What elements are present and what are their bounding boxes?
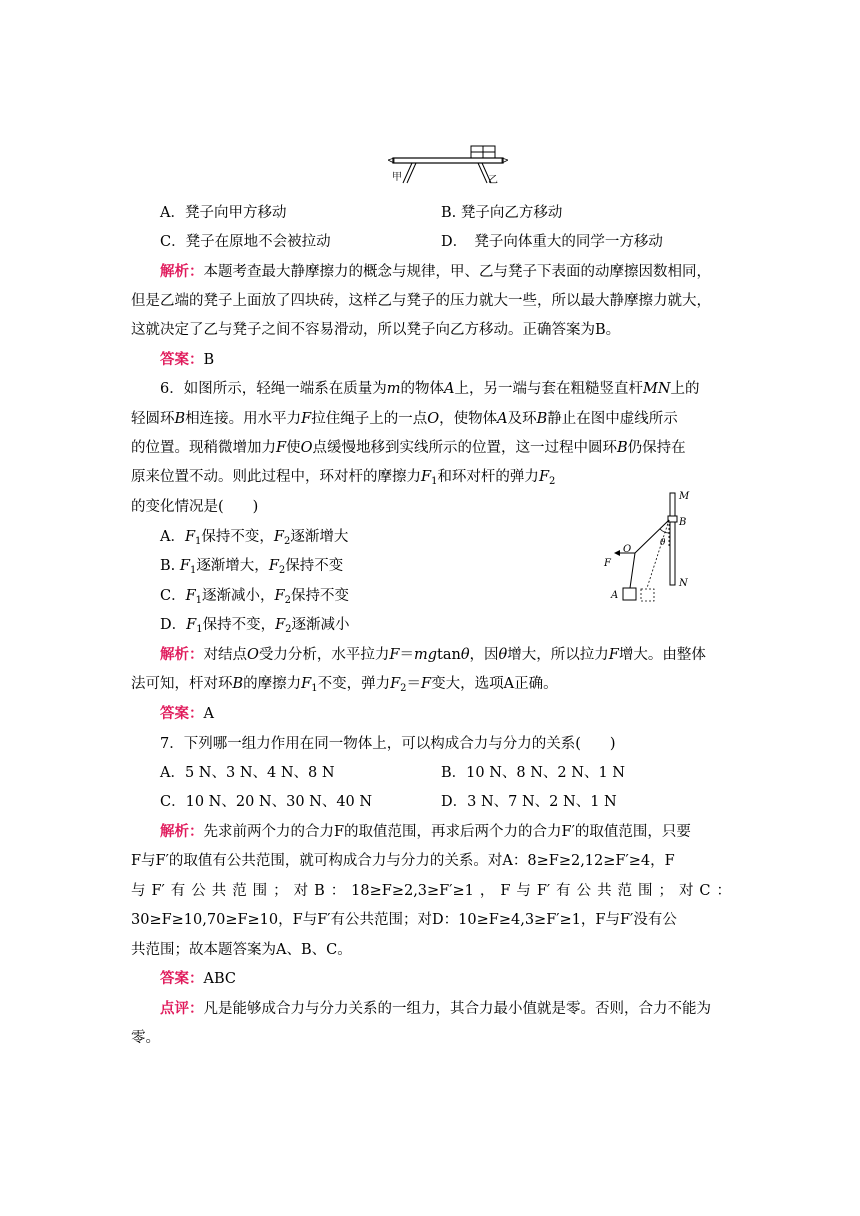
label-m: M: [679, 491, 690, 502]
label-n: N: [679, 578, 688, 589]
q7-option-d: D．3 N、7 N、2 N、1 N: [441, 794, 617, 810]
q6-option-d: D．$F_1$保持不变，$F_2$逐渐减小: [160, 617, 350, 635]
q7-option-b: B．10 N、8 N、2 N、1 N: [441, 765, 625, 781]
label-jia: 甲: [392, 172, 402, 183]
q6-stem-line-1: 6．如图所示，轻绳一端系在质量为m的物体A上，另一端与套在粗糙竖直杆MN上的: [160, 381, 700, 397]
q7-option-c: C．10 N、20 N、30 N、40 N: [160, 794, 373, 810]
q6-option-a: A．$F_1$保持不变，$F_2$逐渐增大: [160, 529, 349, 547]
bench-diagram: [388, 143, 508, 189]
q6-option-b: B. $F_1$逐渐增大，$F_2$保持不变: [160, 558, 344, 576]
q7-comment-line-2: 零。: [131, 1030, 160, 1046]
q5-answer: 答案：B: [160, 351, 215, 368]
q6-stem-line-2: 轻圆环B相连接。用水平力F拉住绳子上的一点O，使物体A及环B静止在图中虚线所示: [131, 411, 678, 427]
q5-option-c: C．凳子在原地不会被拉动: [160, 234, 331, 250]
q7-analysis-line-3: 与F′有公共范围；对B：18≥F≥2,3≥F′≥1，F与F′有公共范围；对C：: [131, 883, 731, 899]
q7-stem: 7．下列哪一组力作用在同一物体上，可以构成合力与分力的关系( ): [160, 736, 616, 752]
q6-stem-line-5: 的变化情况是( ): [131, 499, 259, 515]
q6-answer: 答案：A: [160, 705, 214, 722]
q6-option-c: C．$F_1$逐渐减小，$F_2$保持不变: [160, 588, 349, 606]
q7-option-a: A．5 N、3 N、4 N、8 N: [160, 765, 335, 781]
analysis-label: 解析：: [160, 263, 204, 280]
q7-analysis-line-2: F与F′的取值有公共范围，就可构成合力与分力的关系。对A：8≥F≥2,12≥F′≥4，F: [131, 853, 675, 869]
rod-ring-diagram: [600, 488, 710, 608]
label-theta: θ: [660, 538, 666, 548]
q6-stem-line-3: 的位置。现稍微增加力F使O点缓慢地移到实线所示的位置，这一过程中圆环B仍保持在: [131, 440, 686, 456]
q6-analysis-line-2: 法可知，杆对环B的摩擦力$F_1$不变，弹力$F_2=F$变大，选项A正确。: [131, 676, 558, 694]
q5-option-d: D． 凳子向体重大的同学一方移动: [441, 234, 663, 250]
q7-analysis-line-1: 解析：先求前两个力的合力F的取值范围，再求后两个力的合力F′的取值范围，只要: [160, 823, 691, 840]
q7-analysis-line-5: 共范围；故本题答案为A、B、C。: [131, 942, 352, 958]
label-o: O: [623, 544, 632, 555]
q7-analysis-line-4: 30≥F≥10,70≥F≥10，F与F′有公共范围；对D：10≥F≥4,3≥F′≥1，F与F′没有公: [131, 912, 677, 928]
q5-analysis-line-1: 解析：本题考查最大静摩擦力的概念与规律，甲、乙与凳子下表面的动摩擦因数相同，: [160, 263, 711, 280]
label-yi: 乙: [488, 175, 498, 186]
q5-analysis-line-3: 这就决定了乙与凳子之间不容易滑动，所以凳子向乙方移动。正确答案为B。: [131, 322, 621, 338]
q6-stem-line-4: 原来位置不动。则此过程中，环对杆的摩擦力$F_1$和环对杆的弹力$F_2$: [131, 469, 556, 487]
label-a: A: [611, 590, 619, 601]
q5-analysis-line-2: 但是乙端的凳子上面放了四块砖，这样乙与凳子的压力就大一些，所以最大静摩擦力就大，: [131, 293, 711, 309]
q6-analysis-line-1: 解析：对结点O受力分析，水平拉力F＝mgtanθ，因θ增大，所以拉力F增大。由整体: [160, 646, 706, 663]
label-b: B: [679, 517, 687, 528]
q7-answer: 答案：ABC: [160, 970, 236, 987]
q5-option-b: B. 凳子向乙方移动: [441, 205, 563, 221]
label-f: F: [604, 558, 611, 569]
q5-option-a: A．凳子向甲方移动: [160, 205, 287, 221]
q7-comment-line-1: 点评：凡是能够成合力与分力关系的一组力，其合力最小值就是零。否则，合力不能为: [160, 1000, 711, 1017]
